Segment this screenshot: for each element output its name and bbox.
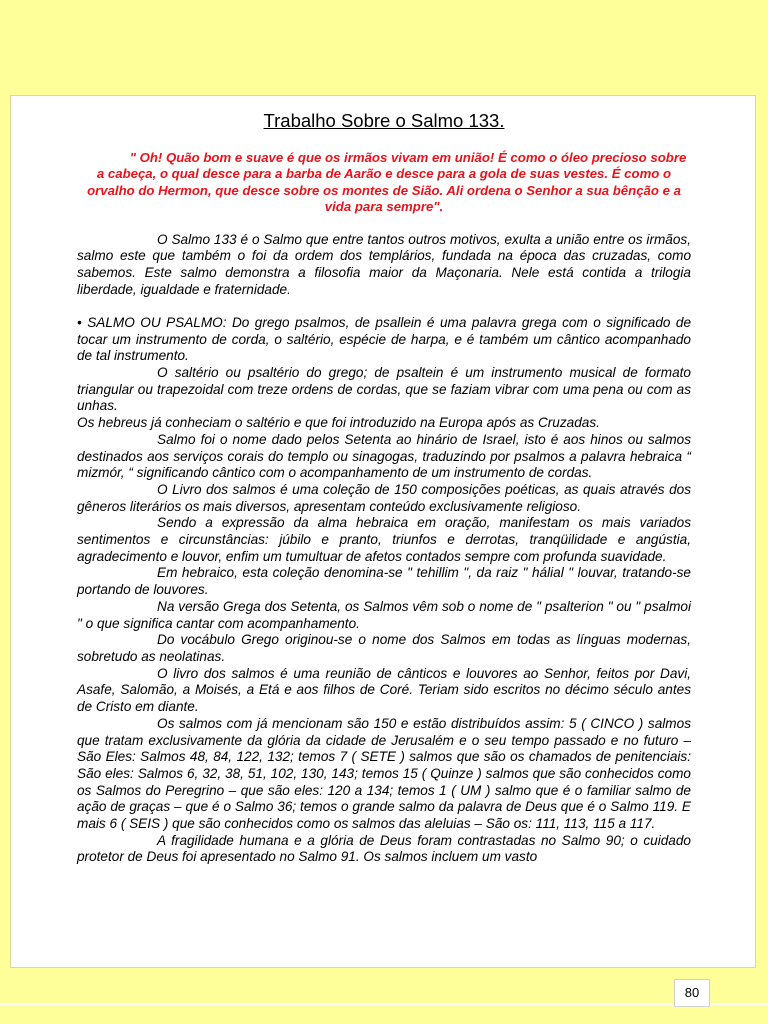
paragraph: • SALMO OU PSALMO: Do grego psalmos, de psallein é uma palavra grega com o significado de tocar um instrumento de corda, o saltério, espécie de harpa, e é também um cântico acompanhado de tal instrumento. (77, 314, 691, 364)
paragraph: O saltério ou psaltério do grego; de psaltein é um instrumento musical de formato triangular ou trapezoidal com treze ordens de cordas, que se faziam vibrar com uma pena ou com as unhas. (77, 365, 691, 414)
paragraph: Em hebraico, esta coleção denomina-se " tehillim ", da raiz " hálial " louvar, tratando-se portando de louvores. (77, 565, 691, 598)
paragraph: A fragilidade humana e a glória de Deus foram contrastadas no Salmo 90; o cuidado protetor de Deus foi apresentado no Salmo 91. Os salmos incluem um vasto (77, 832, 691, 865)
page-number: 80 (674, 979, 710, 1007)
footer-divider (0, 1003, 768, 1005)
document-body (77, 232, 691, 867)
paragraph: Sendo a expressão da alma hebraica em oração, manifestam os mais variados sentimentos e circunstâncias: júbilo e pranto, triunfos e derrotas, tranqüilidade e angústia, agradecimento e louvor, enfim um tumultuar de afetos contados sempre com profunda suavidade. (77, 515, 691, 564)
paragraph: Os salmos com já mencionam são 150 e estão distribuídos assim: 5 ( CINCO ) salmos que tratam exclusivamente da glória da cidade de Jerusalém e o seu tempo passado e no futuro – São Eles: Salmos 48, 84, 122, 132; temos 7 ( SETE ) salmos que são os chamados de penitenciais: São eles: Salmos 6, 32, 38, 51, 102, 130, 143; temos 15 ( Quinze ) salmos que são conhecidos como os Salmos do Peregrino – que são eles: 120 a 134; temos 1 ( UM ) salmo que é o familiar salmo de ação de graças – que é o Salmo 36; temos o grande salmo da palavra de Deus que é o Salmo 119. E mais 6 ( SEIS ) que são conhecidos como os salmos das aleluias – São os: 111, 113, 115 a 117. (77, 715, 691, 832)
paragraph: O livro dos salmos é uma reunião de cânticos e louvores ao Senhor, feitos por Davi, Asafe, Salomão, a Moisés, a Etá e aos filhos de Coré. Teriam sido escritos no décimo século antes de Cristo em diante. (77, 665, 691, 715)
paragraph: O Salmo 133 é o Salmo que entre tantos outros motivos, exulta a união entre os irmãos, salmo este que também o foi da ordem dos templários, fundada na época das cruzadas, como sabemos. Este salmo demonstra a filosofia maior da Maçonaria. Nele está contida a trilogia liberdade, igualdade e fraternidade. (77, 231, 691, 297)
paragraph: Na versão Grega dos Setenta, os Salmos vêm sob o nome de " psalterion " ou " psalmoi " o que significa cantar com acompanhamento. (77, 598, 691, 631)
psalm-quote (77, 150, 691, 216)
document-title: Trabalho Sobre o Salmo 133. (263, 110, 505, 131)
quote-text: " Oh! Quão bom e suave é que os irmãos vivam em união! É como o óleo precioso sobre a cabeça, o qual desce para a barba de Aarão e desce para a gola de suas vestes. É como o orvalho do Hermon, que desce sobre os montes de Sião. Ali ordena o Senhor a sua bênção e a vida para sempre". (87, 150, 687, 215)
paragraph: Do vocábulo Grego originou-se o nome dos Salmos em todas as línguas modernas, sobretudo as neolatinas. (77, 632, 691, 664)
paragraph: O Livro dos salmos é uma coleção de 150 composições poéticas, as quais através dos gêneros literários os mais diversos, apresentam conteúdo exclusivamente religioso. (77, 481, 691, 514)
paragraph: Os hebreus já conheciam o saltério e que foi introduzido na Europa após as Cruzadas. (77, 415, 600, 431)
document-page (10, 95, 756, 968)
paragraph: Salmo foi o nome dado pelos Setenta ao hinário de Israel, isto é aos hinos ou salmos destinados aos serviços corais do templo ou sinagogas, traduzindo por psalmos a palavra hebraica “ mizmór, “ significando cântico com o acompanhamento de um instrumento de cordas. (77, 431, 691, 481)
